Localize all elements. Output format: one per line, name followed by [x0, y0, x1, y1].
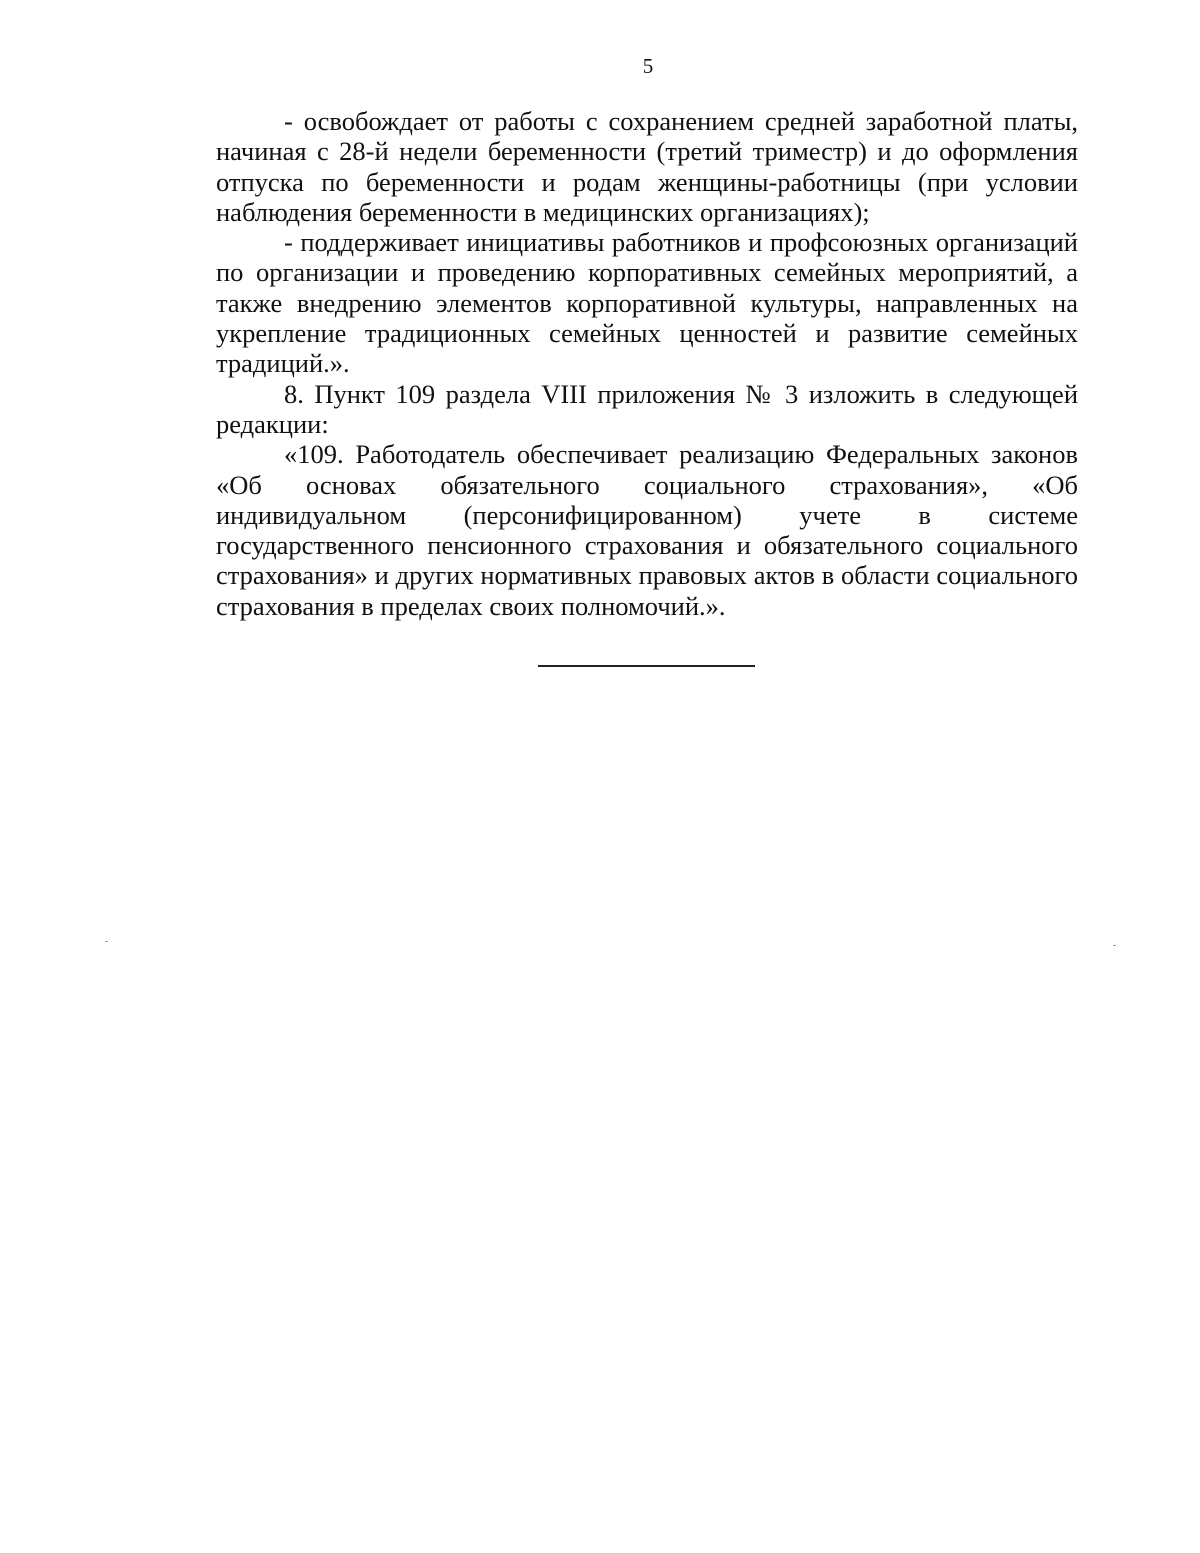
scan-speck: [105, 941, 108, 942]
page-number: 5: [642, 54, 654, 78]
scan-speck: [1113, 945, 1116, 946]
paragraph-maternity-release: - освобождает от работы с сохранением средней заработной платы, начиная с 28-й недели беременности (третий триместр) и до оформления отпуска по беременности и родам женщины-работницы (при условии наблюдения беременности в медицинских организациях);: [216, 106, 1078, 227]
closing-divider-line: [538, 665, 755, 667]
paragraph-item-109: «109. Работодатель обеспечивает реализацию Федеральных законов «Об основах обязательного социального страхования», «Об индивидуальном (персонифицированном) учете в системе государственного пенсионного страхования и обязательного социального страхования» и других нормативных правовых актов в области социального страхования в пределах своих полномочий.».: [216, 439, 1078, 621]
document-body: [216, 106, 1078, 621]
paragraph-item-8: 8. Пункт 109 раздела VIII приложения № 3 изложить в следующей редакции:: [216, 378, 1078, 439]
paragraph-family-initiatives: - поддерживает инициативы работников и профсоюзных организаций по организации и проведению корпоративных семейных мероприятий, а также внедрению элементов корпоративной культуры, направленных на укрепление традиционных семейных ценностей и развитие семейных традиций.».: [216, 227, 1078, 379]
